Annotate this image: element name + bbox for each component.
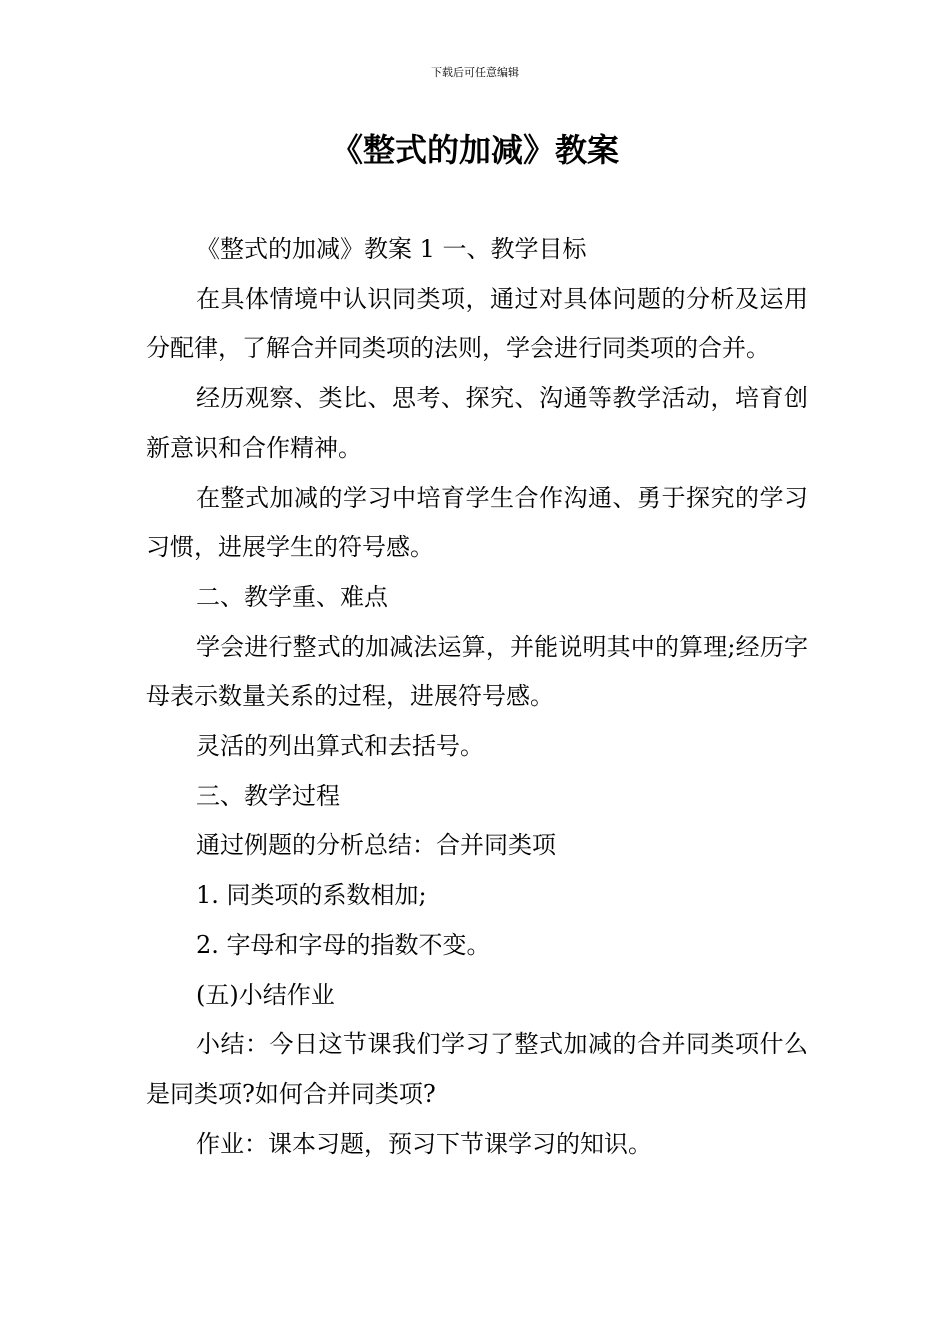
paragraph-homework: 作业：课本习题，预习下节课学习的知识。	[196, 1129, 652, 1158]
paragraph-difficulty: 灵活的列出算式和去括号。	[196, 732, 484, 761]
document-body	[146, 225, 808, 1169]
header-note: 下载后可任意编辑	[431, 66, 519, 79]
paragraph-rule-1: 1. 同类项的系数相加;	[196, 881, 427, 910]
paragraph-heading-key-points: 二、教学重、难点	[196, 582, 388, 611]
paragraph-heading-summary-homework: (五)小结作业	[196, 980, 335, 1009]
paragraph-heading-objectives: 《整式的加减》教案 1 一、教学目标	[196, 235, 587, 263]
paragraph-rule-2: 2. 字母和字母的指数不变。	[196, 930, 491, 959]
paragraph-objective-3: 在整式加减的学习中培育学生合作沟通、勇于探究的学习习惯，进展学生的符号感。	[146, 483, 808, 562]
paragraph-key-point: 学会进行整式的加减法运算，并能说明其中的算理;经历字母表示数量关系的过程，进展符号感。	[146, 632, 808, 711]
paragraph-heading-process: 三、教学过程	[196, 781, 340, 810]
paragraph-objective-1: 在具体情境中认识同类项，通过对具体问题的分析及运用分配律，了解合并同类项的法则，学会进行同类项的合并。	[146, 284, 808, 363]
paragraph-summary-intro: 通过例题的分析总结：合并同类项	[196, 831, 556, 860]
paragraph-objective-2: 经历观察、类比、思考、探究、沟通等教学活动，培育创新意识和合作精神。	[146, 384, 808, 462]
paragraph-summary: 小结：今日这节课我们学习了整式加减的合并同类项什么是同类项?如何合并同类项?	[146, 1030, 808, 1108]
document-title: 《整式的加减》教案	[330, 131, 619, 169]
